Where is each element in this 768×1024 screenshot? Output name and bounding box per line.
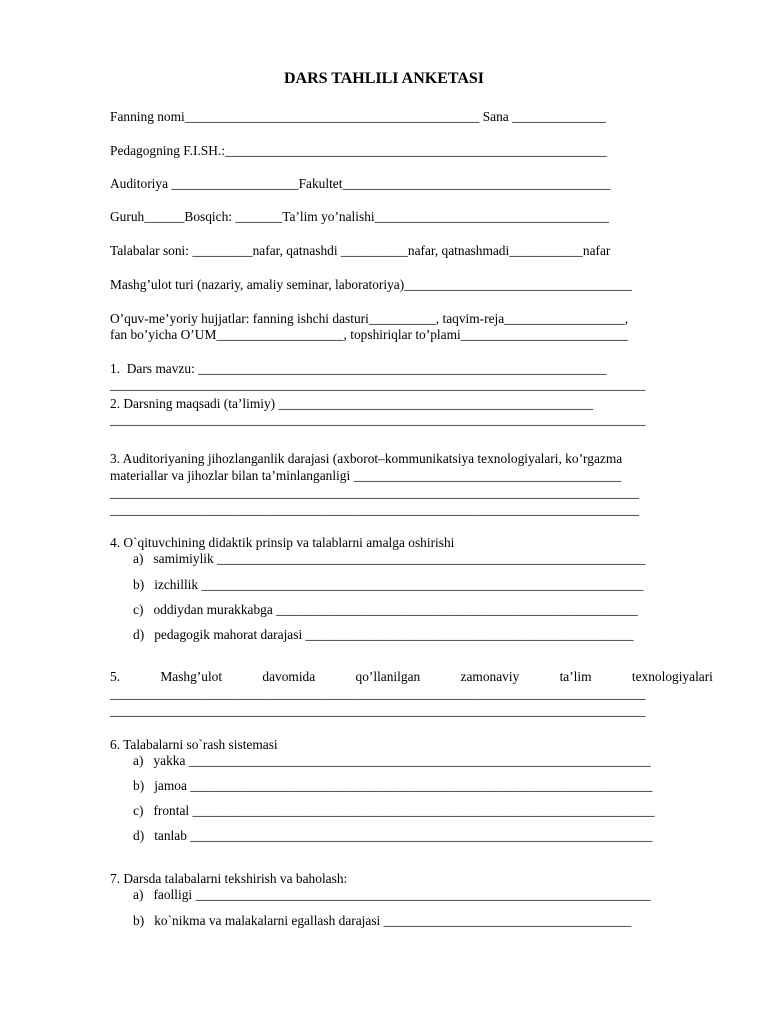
question-4-option-a: a) samimiylik ________________________________________________________________	[133, 551, 646, 566]
student-count-line: Talabalar soni: _________nafar, qatnashdi __________nafar, qatnashmadi___________nafar	[110, 243, 611, 258]
question-4-option-b: b) izchillik __________________________________________________________________	[133, 577, 644, 592]
question-5-word: zamonaviy	[460, 669, 520, 684]
question-5-word: davomida	[262, 669, 316, 684]
question-3-blank-1: _______________________________________________________________________________	[110, 485, 639, 500]
question-4-option-d: d) pedagogik mahorat darajasi _________________________________________________	[133, 627, 634, 642]
group-stage-line: Guruh______Bosqich: _______Ta’lim yo’nalishi___________________________________	[110, 209, 609, 224]
question-4-option-c: c) oddiydan murakkabga ______________________________________________________	[133, 602, 638, 617]
documents-line-2: fan bo’yicha O’UM___________________, topshiriqlar to’plami_________________________	[110, 327, 629, 342]
question-6-option-b: b) jamoa _____________________________________________________________________	[133, 778, 653, 793]
question-5-blank-1: ________________________________________________________________________________	[110, 686, 646, 701]
document-title: DARS TAHLILI ANKETASI	[283, 70, 485, 87]
question-6-option-a: a) yakka _____________________________________________________________________	[133, 753, 651, 768]
question-5-word: ta’lim	[559, 669, 592, 684]
question-3-blank-2: _______________________________________________________________________________	[110, 502, 639, 517]
teacher-name-line: Pedagogning F.I.SH.:_________________________________________________________	[110, 143, 607, 158]
subject-name-line: Fanning nomi____________________________________________ Sana ______________	[110, 109, 606, 124]
question-5-word: texnologiyalari	[631, 669, 713, 684]
question-6-option-c: c) frontal _____________________________________________________________________	[133, 803, 655, 818]
question-7-option-a: a) faolligi ____________________________________________________________________	[133, 887, 651, 902]
question-3-line-2: materiallar va jihozlar bilan ta’minlanganligi ________________________________________	[110, 468, 622, 483]
lesson-type-line: Mashg’ulot turi (nazariy, amaliy seminar, laboratoriya)__________________________________	[110, 277, 632, 292]
question-1-blank: ________________________________________________________________________________	[110, 377, 646, 392]
question-2: 2. Darsning maqsadi (ta’limiy) _______________________________________________	[110, 396, 594, 411]
documents-line-1: O’quv-me’yoriy hujjatlar: fanning ishchi dasturi__________, taqvim-reja__________________,	[110, 311, 629, 326]
question-2-blank: ________________________________________________________________________________	[110, 412, 646, 427]
question-5-word: 5.	[110, 669, 121, 684]
question-5-blank-2: ________________________________________________________________________________	[110, 703, 646, 718]
question-3-line-1: 3. Auditoriyaning jihozlanganlik darajasi (axborot–kommunikatsiya texnologiyalari, ko’rgazma	[110, 451, 623, 466]
question-7: 7. Darsda talabalarni tekshirish va baholash:	[110, 871, 348, 886]
question-7-option-b: b) ko`nikma va malakalarni egallash darajasi _____________________________________	[133, 913, 632, 928]
auditorium-faculty-line: Auditoriya ___________________Fakultet________________________________________	[110, 176, 611, 191]
question-1: 1. Dars mavzu: _____________________________________________________________	[110, 361, 607, 376]
question-5-word: Mashg’ulot	[160, 669, 223, 684]
question-5	[110, 669, 713, 685]
question-4: 4. O`qituvchining didaktik prinsip va talablarni amalga oshirishi	[110, 535, 455, 550]
question-6-option-d: d) tanlab _____________________________________________________________________	[133, 828, 653, 843]
question-6: 6. Talabalarni so`rash sistemasi	[110, 737, 278, 752]
question-5-word: qo’llanilgan	[355, 669, 421, 684]
